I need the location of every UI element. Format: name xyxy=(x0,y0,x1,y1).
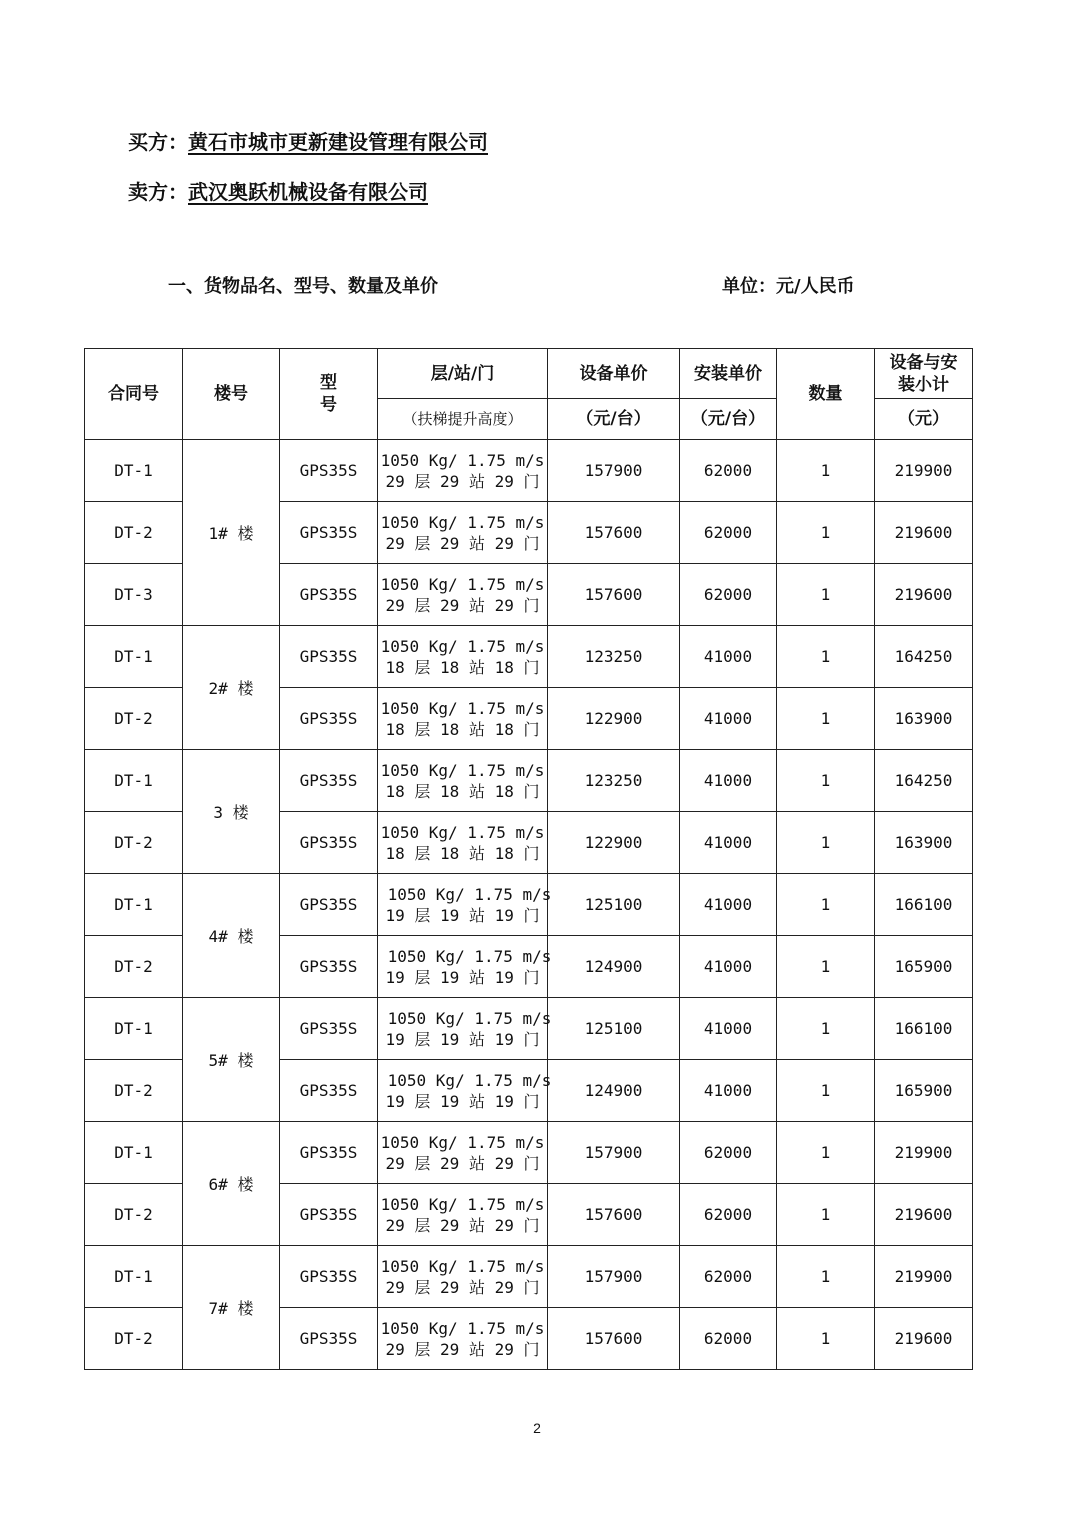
qty-cell: 1 xyxy=(777,1122,875,1184)
equip-price-cell: 157900 xyxy=(548,1122,680,1184)
page-number: 2 xyxy=(533,1420,541,1436)
install-price-cell: 62000 xyxy=(680,1184,777,1246)
subtotal-cell: 219900 xyxy=(875,1122,973,1184)
qty-cell: 1 xyxy=(777,1308,875,1370)
subtotal-cell: 163900 xyxy=(875,688,973,750)
model-cell: GPS35S xyxy=(280,998,378,1060)
buyer-name: 黄石市城市更新建设管理有限公司 xyxy=(188,130,488,154)
subtotal-cell: 219900 xyxy=(875,440,973,502)
subtotal-cell: 166100 xyxy=(875,874,973,936)
install-price-cell: 41000 xyxy=(680,626,777,688)
table-row xyxy=(85,1246,973,1308)
table-row xyxy=(85,440,973,502)
table-row xyxy=(85,998,973,1060)
install-price-cell: 62000 xyxy=(680,1122,777,1184)
header-building: 楼号 xyxy=(183,349,280,440)
building-cell: 1# 楼 xyxy=(183,440,280,626)
header-qty: 数量 xyxy=(777,349,875,440)
equip-price-cell: 157900 xyxy=(548,1246,680,1308)
subtotal-cell: 219600 xyxy=(875,1184,973,1246)
equip-price-cell: 125100 xyxy=(548,998,680,1060)
qty-cell: 1 xyxy=(777,440,875,502)
model-cell: GPS35S xyxy=(280,874,378,936)
header-subtotal-sub: （元） xyxy=(875,399,973,440)
header-install-price: 安装单价 xyxy=(680,349,777,399)
contract-no-cell: DT-2 xyxy=(85,1060,183,1122)
subtotal-cell: 165900 xyxy=(875,936,973,998)
subtotal-cell: 219600 xyxy=(875,564,973,626)
qty-cell: 1 xyxy=(777,626,875,688)
equip-price-cell: 157600 xyxy=(548,502,680,564)
section-title: 一、货物品名、型号、数量及单价 xyxy=(168,276,438,297)
contract-no-cell: DT-2 xyxy=(85,688,183,750)
spec-cell: 1050 Kg/ 1.75 m/s 18 层 18 站 18 门 xyxy=(378,626,548,688)
model-cell: GPS35S xyxy=(280,688,378,750)
building-cell: 5# 楼 xyxy=(183,998,280,1122)
contract-no-cell: DT-2 xyxy=(85,1184,183,1246)
install-price-cell: 41000 xyxy=(680,750,777,812)
subtotal-cell: 164250 xyxy=(875,750,973,812)
spec-cell: 1050 Kg/ 1.75 m/s 18 层 18 站 18 门 xyxy=(378,688,548,750)
equip-price-cell: 122900 xyxy=(548,812,680,874)
install-price-cell: 62000 xyxy=(680,564,777,626)
building-cell: 4# 楼 xyxy=(183,874,280,998)
subtotal-cell: 165900 xyxy=(875,1060,973,1122)
contract-no-cell: DT-1 xyxy=(85,998,183,1060)
header-install-price-sub: （元/台） xyxy=(680,399,777,440)
header-contract: 合同号 xyxy=(85,349,183,440)
header-model: 型 号 xyxy=(280,349,378,440)
equip-price-cell: 124900 xyxy=(548,936,680,998)
model-cell: GPS35S xyxy=(280,1184,378,1246)
spec-cell: 1050 Kg/ 1.75 m/s 19 层 19 站 19 门 xyxy=(378,1060,548,1122)
spec-cell: 1050 Kg/ 1.75 m/s 19 层 19 站 19 门 xyxy=(378,998,548,1060)
building-cell: 3 楼 xyxy=(183,750,280,874)
install-price-cell: 41000 xyxy=(680,998,777,1060)
spec-cell: 1050 Kg/ 1.75 m/s 29 层 29 站 29 门 xyxy=(378,564,548,626)
spec-cell: 1050 Kg/ 1.75 m/s 18 层 18 站 18 门 xyxy=(378,750,548,812)
contract-no-cell: DT-1 xyxy=(85,1246,183,1308)
equip-price-cell: 157600 xyxy=(548,564,680,626)
spec-cell: 1050 Kg/ 1.75 m/s 29 层 29 站 29 门 xyxy=(378,502,548,564)
install-price-cell: 41000 xyxy=(680,1060,777,1122)
equip-price-cell: 157600 xyxy=(548,1184,680,1246)
subtotal-cell: 166100 xyxy=(875,998,973,1060)
model-cell: GPS35S xyxy=(280,1122,378,1184)
table-row xyxy=(85,874,973,936)
equip-price-cell: 125100 xyxy=(548,874,680,936)
contract-no-cell: DT-1 xyxy=(85,440,183,502)
equip-price-cell: 122900 xyxy=(548,688,680,750)
buyer-line xyxy=(128,126,488,155)
table-row xyxy=(85,626,973,688)
seller-label: 卖方： xyxy=(128,180,188,204)
model-cell: GPS35S xyxy=(280,936,378,998)
building-cell: 6# 楼 xyxy=(183,1122,280,1246)
subtotal-cell: 219600 xyxy=(875,1308,973,1370)
header-floors: 层/站/门 xyxy=(378,349,548,399)
spec-cell: 1050 Kg/ 1.75 m/s 29 层 29 站 29 门 xyxy=(378,1122,548,1184)
goods-table xyxy=(84,348,973,1370)
subtotal-cell: 164250 xyxy=(875,626,973,688)
model-cell: GPS35S xyxy=(280,440,378,502)
buyer-label: 买方： xyxy=(128,130,188,154)
contract-no-cell: DT-2 xyxy=(85,936,183,998)
equip-price-cell: 124900 xyxy=(548,1060,680,1122)
contract-no-cell: DT-3 xyxy=(85,564,183,626)
install-price-cell: 41000 xyxy=(680,688,777,750)
install-price-cell: 62000 xyxy=(680,440,777,502)
qty-cell: 1 xyxy=(777,998,875,1060)
model-cell: GPS35S xyxy=(280,812,378,874)
header-equip-price-sub: （元/台） xyxy=(548,399,680,440)
install-price-cell: 41000 xyxy=(680,874,777,936)
equip-price-cell: 123250 xyxy=(548,750,680,812)
qty-cell: 1 xyxy=(777,564,875,626)
subtotal-cell: 219900 xyxy=(875,1246,973,1308)
qty-cell: 1 xyxy=(777,874,875,936)
install-price-cell: 62000 xyxy=(680,1308,777,1370)
contract-no-cell: DT-1 xyxy=(85,874,183,936)
spec-cell: 1050 Kg/ 1.75 m/s 29 层 29 站 29 门 xyxy=(378,440,548,502)
equip-price-cell: 157600 xyxy=(548,1308,680,1370)
header-subtotal: 设备与安 装小计 xyxy=(875,349,973,399)
qty-cell: 1 xyxy=(777,688,875,750)
qty-cell: 1 xyxy=(777,1184,875,1246)
model-cell: GPS35S xyxy=(280,1246,378,1308)
model-cell: GPS35S xyxy=(280,564,378,626)
equip-price-cell: 157900 xyxy=(548,440,680,502)
building-cell: 7# 楼 xyxy=(183,1246,280,1370)
table-row xyxy=(85,750,973,812)
unit-note: 单位：元/人民币 xyxy=(722,276,855,297)
spec-cell: 1050 Kg/ 1.75 m/s 18 层 18 站 18 门 xyxy=(378,812,548,874)
spec-cell: 1050 Kg/ 1.75 m/s 19 层 19 站 19 门 xyxy=(378,936,548,998)
building-cell: 2# 楼 xyxy=(183,626,280,750)
spec-cell: 1050 Kg/ 1.75 m/s 19 层 19 站 19 门 xyxy=(378,874,548,936)
seller-line xyxy=(128,176,428,205)
model-cell: GPS35S xyxy=(280,1308,378,1370)
contract-no-cell: DT-2 xyxy=(85,812,183,874)
contract-no-cell: DT-2 xyxy=(85,1308,183,1370)
model-cell: GPS35S xyxy=(280,626,378,688)
qty-cell: 1 xyxy=(777,502,875,564)
spec-cell: 1050 Kg/ 1.75 m/s 29 层 29 站 29 门 xyxy=(378,1184,548,1246)
header-floors-sub: （扶梯提升高度） xyxy=(378,399,548,440)
qty-cell: 1 xyxy=(777,936,875,998)
equip-price-cell: 123250 xyxy=(548,626,680,688)
qty-cell: 1 xyxy=(777,750,875,812)
install-price-cell: 62000 xyxy=(680,502,777,564)
qty-cell: 1 xyxy=(777,812,875,874)
install-price-cell: 41000 xyxy=(680,812,777,874)
model-cell: GPS35S xyxy=(280,502,378,564)
install-price-cell: 41000 xyxy=(680,936,777,998)
spec-cell: 1050 Kg/ 1.75 m/s 29 层 29 站 29 门 xyxy=(378,1308,548,1370)
qty-cell: 1 xyxy=(777,1246,875,1308)
header-equip-price: 设备单价 xyxy=(548,349,680,399)
qty-cell: 1 xyxy=(777,1060,875,1122)
table-row xyxy=(85,1122,973,1184)
subtotal-cell: 219600 xyxy=(875,502,973,564)
contract-no-cell: DT-1 xyxy=(85,750,183,812)
model-cell: GPS35S xyxy=(280,750,378,812)
subtotal-cell: 163900 xyxy=(875,812,973,874)
model-cell: GPS35S xyxy=(280,1060,378,1122)
spec-cell: 1050 Kg/ 1.75 m/s 29 层 29 站 29 门 xyxy=(378,1246,548,1308)
seller-name: 武汉奥跃机械设备有限公司 xyxy=(188,180,428,204)
install-price-cell: 62000 xyxy=(680,1246,777,1308)
contract-no-cell: DT-2 xyxy=(85,502,183,564)
contract-no-cell: DT-1 xyxy=(85,626,183,688)
contract-no-cell: DT-1 xyxy=(85,1122,183,1184)
goods-table-body xyxy=(85,440,973,1370)
